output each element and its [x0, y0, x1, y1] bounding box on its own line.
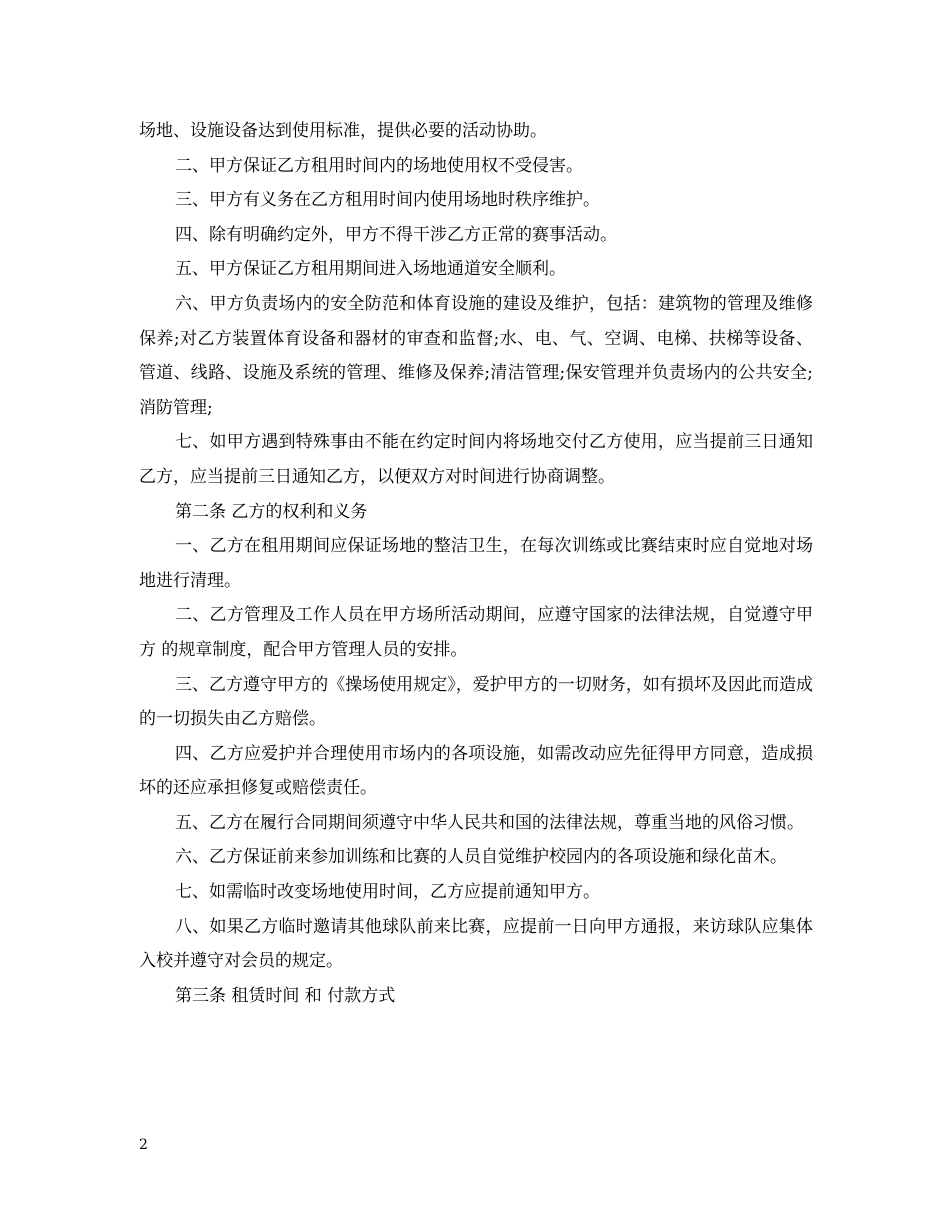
- paragraph-4: 四、除有明确约定外，甲方不得干涉乙方正常的赛事活动。: [175, 224, 617, 245]
- paragraph-5: 五、甲方保证乙方租用期间进入场地通道安全顺利。: [175, 259, 566, 280]
- section-heading-article-2: 第二条 乙方的权利和义务: [175, 501, 368, 522]
- section-heading-article-3: 第三条 租赁时间 和 付款方式: [175, 985, 396, 1006]
- paragraph-2: 二、甲方保证乙方租用时间内的场地使用权不受侵害。: [175, 155, 583, 176]
- page-number: 2: [139, 1137, 148, 1153]
- paragraph-3: 三、甲方有义务在乙方租用时间内使用场地时秩序维护。: [175, 190, 600, 211]
- paragraph-12: 四、乙方应爱护并合理使用市场内的各项设施，如需改动应先征得甲方同意，造成损坏的还应承担修复或赔偿责任。: [139, 743, 813, 799]
- paragraph-13: 五、乙方在履行合同期间须遵守中华人民共和国的法律法规，尊重当地的风俗习惯。: [175, 812, 804, 833]
- paragraph-15: 七、如需临时改变场地使用时间，乙方应提前通知甲方。: [175, 882, 600, 903]
- paragraph-1: 场地、设施设备达到使用标准，提供必要的活动协助。: [139, 121, 547, 141]
- paragraph-10: 二、乙方管理及工作人员在甲方场所活动期间，应遵守国家的法律法规，自觉遵守甲方 的规章制度，配合甲方管理人员的安排。: [139, 605, 813, 660]
- document-body: [139, 114, 813, 1013]
- paragraph-6: 六、甲方负责场内的安全防范和体育设施的建设及维护，包括：建筑物的管理及维修保养;对乙方装置体育设备和器材的审查和监督;水、电、气、空调、电梯、扶梯等设备、管道、线路、设施及系统的管理、维修及保养;清洁管理;保安管理并负责场内的公共安全;消防管理;: [139, 293, 813, 418]
- paragraph-9: 一、乙方在租用期间应保证场地的整洁卫生，在每次训练或比赛结束时应自觉地对场地进行清理。: [139, 536, 813, 591]
- paragraph-16: 八、如果乙方临时邀请其他球队前来比赛，应提前一日向甲方通报，来访球队应集体入校并遵守对会员的规定。: [139, 916, 813, 972]
- paragraph-7: 七、如甲方遇到特殊事由不能在约定时间内将场地交付乙方使用，应当提前三日通知乙方，应当提前三日通知乙方，以便双方对时间进行协商调整。: [139, 432, 813, 487]
- paragraph-14: 六、乙方保证前来参加训练和比赛的人员自觉维护校园内的各项设施和绿化苗木。: [175, 847, 787, 868]
- paragraph-11: 三、乙方遵守甲方的《操场使用规定》，爱护甲方的一切财务，如有损坏及因此而造成的一切损失由乙方赔偿。: [139, 674, 813, 730]
